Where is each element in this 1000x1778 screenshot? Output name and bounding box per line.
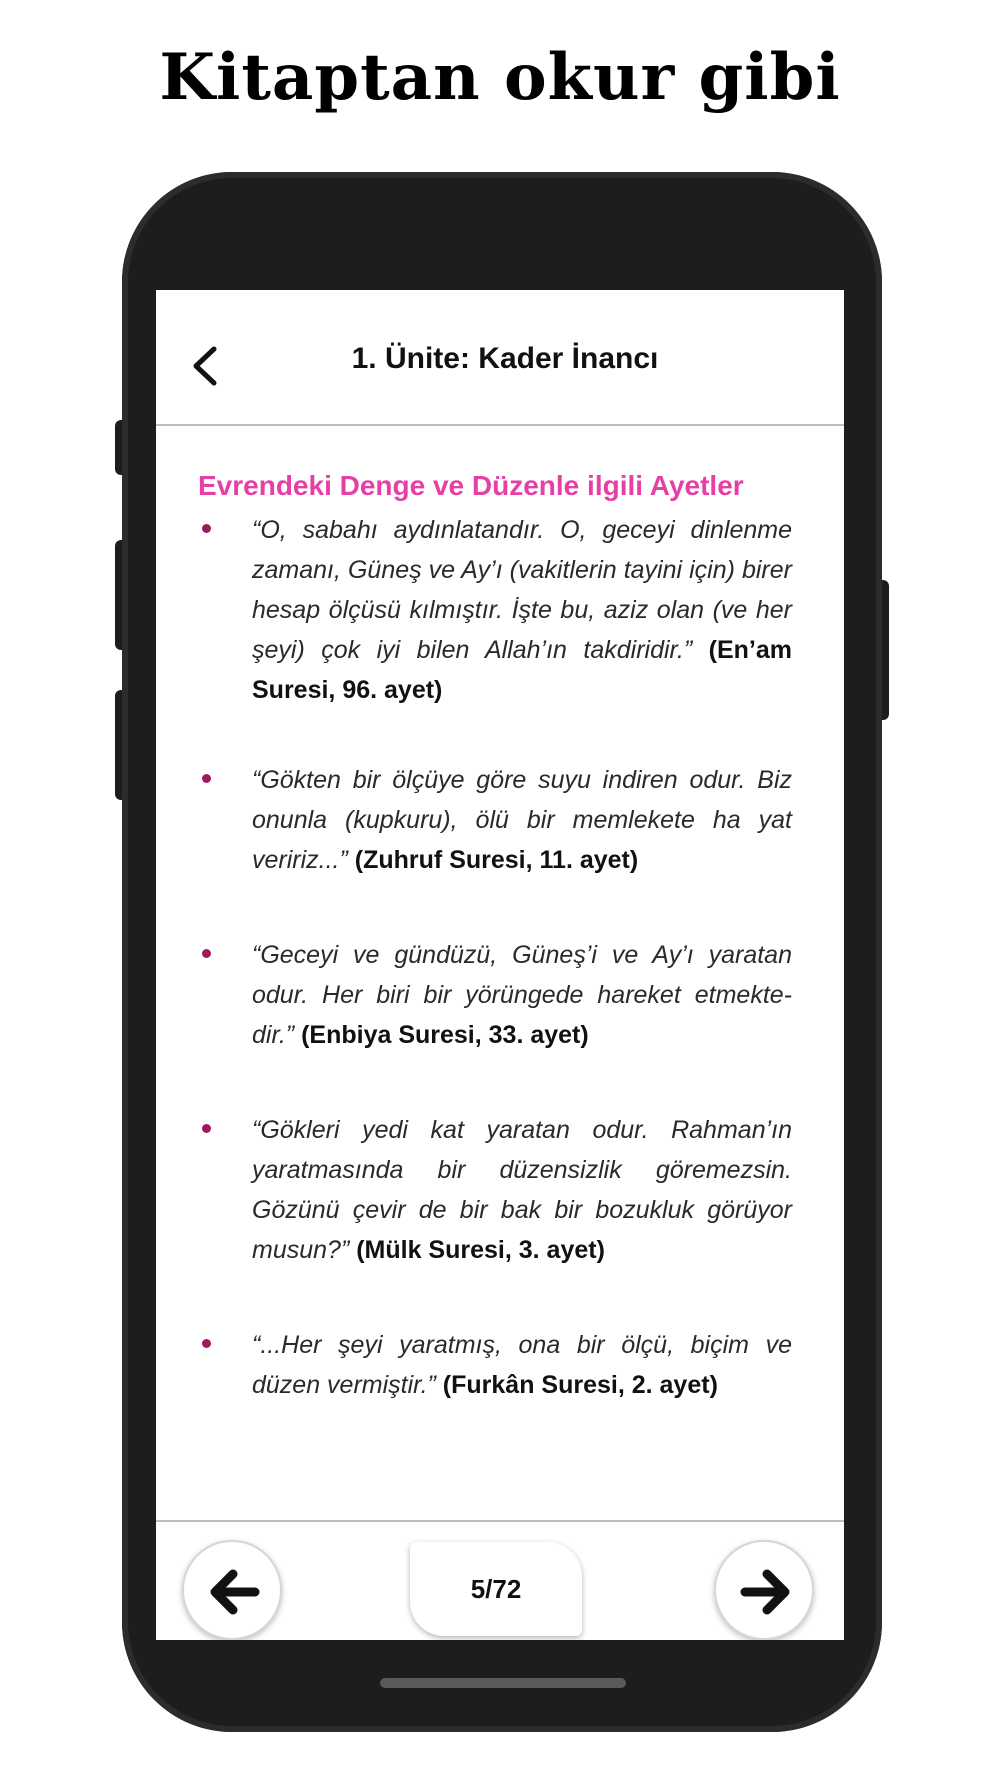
bullet-icon — [202, 1339, 211, 1348]
bullet-icon — [202, 949, 211, 958]
verse-item — [198, 935, 818, 1055]
section-heading: Evrendeki Denge ve Düzenle ilgili Ayetler — [198, 470, 744, 501]
verse-quote: “Gökleri yedi kat yaratan odur. Rahman’ın yaratmasında bir düzensizlik göremezsin. Gözünü çevir de bir bak bir bozukluk görüyor musun?” — [252, 1116, 792, 1264]
verse-item — [198, 760, 818, 880]
arrow-left-icon — [208, 1568, 260, 1616]
verse-quote: “...Her şeyi yaratmış, ona bir ölçü, biçim ve düzen vermiştir.” — [252, 1331, 792, 1399]
verse-item — [198, 1325, 818, 1405]
verse-quote: “Geceyi ve gündüzü, Güneş’i ve Ay’ı yaratan odur. Her biri bir yörüngede hareket etmekte-dir.” — [252, 941, 792, 1049]
book-page — [174, 470, 824, 1470]
bullet-icon — [202, 524, 211, 533]
verse-item — [198, 510, 818, 710]
page-title: 1. Ünite: Kader İnancı — [351, 342, 659, 375]
previous-page-button[interactable] — [182, 1540, 282, 1640]
arrow-right-icon — [740, 1568, 792, 1616]
bullet-icon — [202, 774, 211, 783]
bullet-icon — [202, 1124, 211, 1133]
verse-reference: (Furkân Suresi, 2. ayet) — [442, 1371, 718, 1399]
verse-reference: (En’am Suresi, 96. ayet) — [252, 636, 792, 704]
verse-text — [252, 760, 792, 880]
next-page-button[interactable] — [714, 1540, 814, 1640]
verse-text — [252, 1325, 792, 1405]
page-indicator[interactable]: 5/72 — [410, 1542, 582, 1636]
verse-text — [252, 935, 792, 1055]
home-indicator[interactable] — [380, 1678, 626, 1688]
verse-reference: (Enbiya Suresi, 33. ayet) — [301, 1021, 589, 1049]
app-screen — [156, 290, 844, 1640]
verse-text — [252, 1110, 792, 1270]
verse-item — [198, 1110, 818, 1270]
app-header — [156, 290, 844, 426]
verse-text — [252, 510, 792, 710]
verse-reference: (Zuhruf Suresi, 11. ayet) — [354, 846, 639, 874]
promo-title: Kitaptan okur gibi — [159, 40, 841, 115]
page-navigation-bar — [156, 1520, 844, 1640]
verse-reference: (Mülk Suresi, 3. ayet) — [356, 1236, 605, 1264]
verse-quote: “O, sabahı aydınlatandır. O, geceyi dinlenme zamanı, Güneş ve Ay’ı (vakitlerin tayini için) birer hesap ölçüsü kılmıştır. İşte bu, aziz olan (ve her şeyi) çok iyi bilen Allah’ın takdiridir.” — [252, 516, 792, 664]
verse-quote: “Gökten bir ölçüye göre suyu indiren odur. Biz onunla (kupkuru), ölü bir memlekete ha yat veririz...” — [252, 766, 792, 874]
